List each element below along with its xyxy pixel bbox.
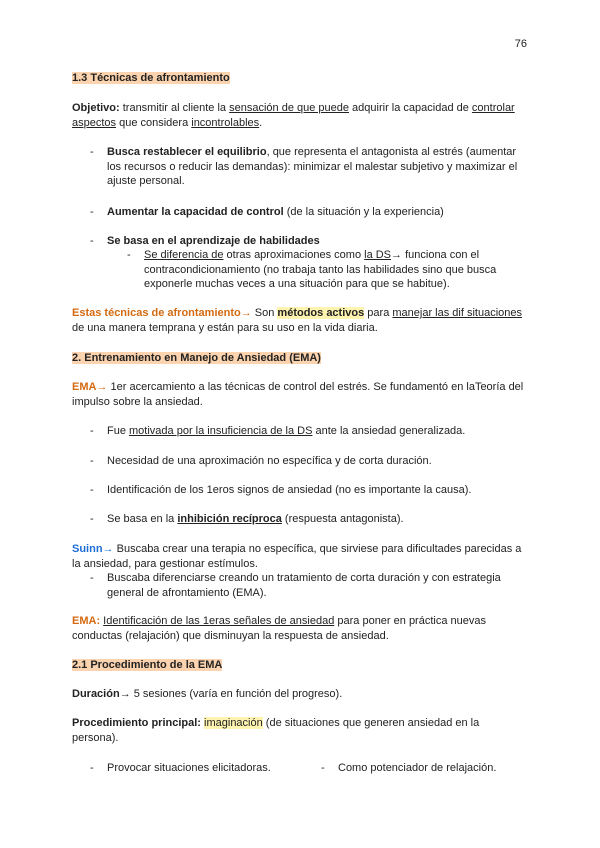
list-item: - Aumentar la capacidad de control (de la situación y la experiencia): [90, 206, 444, 218]
list-item: - Provocar situaciones elicitadoras.: [90, 762, 271, 774]
section-title: 1.3 Técnicas de afrontamiento: [72, 72, 230, 84]
objetivo-paragraph: Objetivo: transmitir al cliente la sensación de que puede adquirir la capacidad de controlar aspectos que considera incontrolables.: [72, 102, 515, 129]
procedimiento-paragraph: Procedimiento principal: imaginación (de situaciones que generen ansiedad en la persona).: [72, 717, 480, 744]
ema-paragraph: EMA→ 1er acercamiento a las técnicas de control del estrés. Se fundamentó en laTeoría del impulso sobre la ansiedad.: [72, 381, 524, 408]
duracion-paragraph: Duración→ 5 sesiones (varía en función del progreso).: [72, 688, 343, 700]
list-item: - Buscaba diferenciarse creando un tratamiento de corta duración y con estrategia general de afrontamiento (EMA).: [90, 572, 501, 599]
list-item: - Se basa en el aprendizaje de habilidades: [90, 235, 320, 247]
suinn-paragraph: Suinn→ Buscaba crear una terapia no específica, que sirviese para dificultades parecidas a la ansiedad, para gestionar estímulos.: [72, 543, 522, 570]
list-item: - Como potenciador de relajación.: [321, 762, 497, 774]
techniques-paragraph: Estas técnicas de afrontamiento→ Son métodos activos para manejar las dif situaciones de una manera temprana y están para su uso en la vida diaria.: [72, 307, 522, 334]
section-title: 2.1 Procedimiento de la EMA: [72, 659, 223, 671]
list-item: - Busca restablecer el equilibrio, que representa el antagonista al estrés (aumentar los recursos o reducir las demandas): minimizar el malestar subjetivo y maximizar el ajuste personal.: [90, 146, 518, 187]
page-number: 76: [514, 38, 527, 50]
section-title: 2. Entrenamiento en Manejo de Ansiedad (EMA): [72, 352, 321, 364]
list-item: - Fue motivada por la insuficiencia de la DS ante la ansiedad generalizada.: [90, 425, 466, 437]
list-item: - Se basa en la inhibición recíproca (respuesta antagonista).: [90, 513, 404, 525]
section-heading-2-1: [72, 658, 528, 673]
list-item: - Necesidad de una aproximación no específica y de corta duración.: [90, 455, 432, 467]
section-heading-2: [72, 351, 528, 366]
list-item: - Identificación de los 1eros signos de ansiedad (no es importante la causa).: [90, 484, 472, 496]
ema-definition-paragraph: EMA: Identificación de las 1eras señales de ansiedad para poner en práctica nuevas conductas (relajación) que disminuyan la respuesta de ansiedad.: [72, 615, 486, 642]
section-heading-1-3: [72, 71, 528, 86]
sub-list-item: - Se diferencia de otras aproximaciones como la DS→ funciona con el contracondicionamiento (no trabaja tanto las habilidades sino que busca exponerle muchas veces a una situación para que se habitue).: [127, 249, 497, 290]
objetivo-label: Objetivo:: [72, 102, 120, 114]
